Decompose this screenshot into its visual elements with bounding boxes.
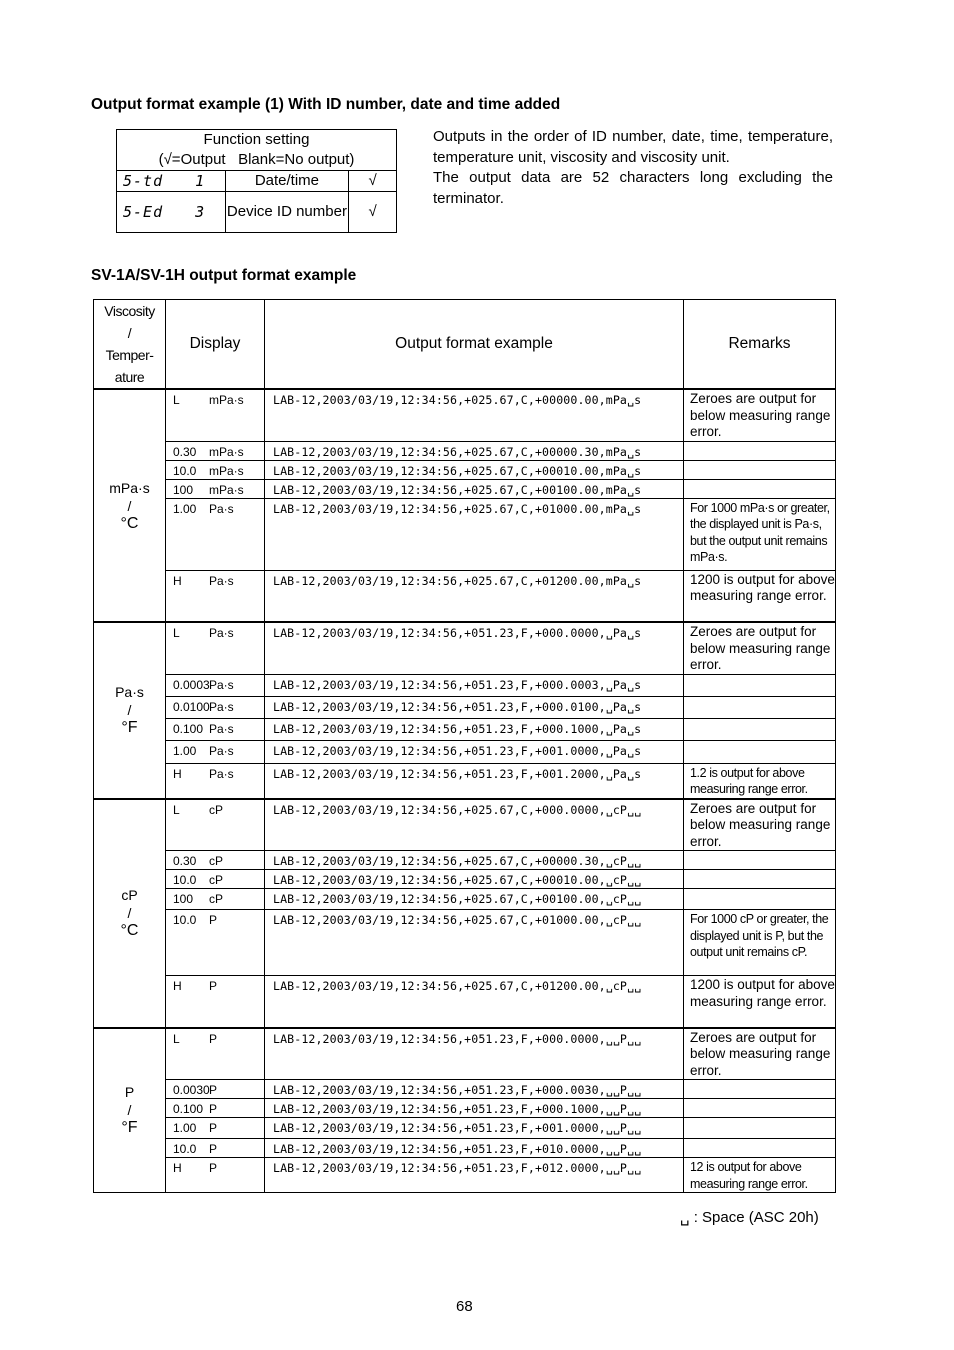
table-row	[94, 889, 836, 910]
remark-cell: Zeroes are output for below measuring range error.	[684, 1028, 836, 1080]
display-cell	[166, 799, 265, 851]
display-cell	[166, 870, 265, 889]
table-row	[94, 1139, 836, 1158]
display-value: H	[173, 979, 182, 993]
display-value: 0.0100	[173, 699, 210, 714]
table-row	[94, 674, 836, 696]
table-row	[94, 851, 836, 870]
check-mark: √	[349, 171, 397, 192]
output-string: LAB-12,2003/03/19,12:34:56,+051.23,F,+000.0000,␣Pa␣s	[265, 622, 684, 674]
display-unit: Pa·s	[209, 743, 234, 758]
remark-cell	[684, 851, 836, 870]
remark-cell	[684, 1080, 836, 1099]
unit-group-cell	[94, 389, 166, 622]
lcd-value: 1	[195, 172, 206, 190]
table-row	[94, 1099, 836, 1118]
remark-cell: 1200 is output for above measuring range error.	[684, 570, 836, 622]
lcd-value: 3	[195, 203, 206, 221]
header-unit-line: Temper-	[105, 347, 154, 363]
display-unit: Pa·s	[209, 677, 234, 692]
display-cell	[166, 696, 265, 718]
table-row	[94, 976, 836, 1028]
output-string: LAB-12,2003/03/19,12:34:56,+025.67,C,+00010.00,␣cP␣␣	[265, 870, 684, 889]
output-string: LAB-12,2003/03/19,12:34:56,+051.23,F,+000.0003,␣Pa␣s	[265, 674, 684, 696]
unit-temperature: °F	[121, 719, 138, 737]
table-row	[94, 763, 836, 799]
display-cell	[166, 622, 265, 674]
table-row	[94, 718, 836, 740]
display-value: L	[173, 1031, 180, 1046]
unit-viscosity: Pa·s	[115, 684, 144, 701]
unit-separator: /	[127, 497, 132, 514]
display-value: 10.0	[173, 873, 197, 887]
display-cell	[166, 498, 265, 570]
remark-cell	[684, 696, 836, 718]
header-unit-line: ature	[114, 369, 145, 385]
display-unit: cP	[209, 892, 224, 906]
display-cell	[166, 851, 265, 870]
display-unit: mPa·s	[209, 463, 244, 478]
table-row	[94, 460, 836, 479]
display-unit: Pa·s	[209, 766, 234, 781]
display-value: L	[173, 626, 180, 640]
output-string: LAB-12,2003/03/19,12:34:56,+051.23,F,+000.0030,␣␣P␣␣	[265, 1080, 684, 1099]
table-row	[94, 1080, 836, 1099]
table-row	[94, 570, 836, 622]
unit-viscosity: cP	[121, 887, 138, 903]
display-cell	[166, 1080, 265, 1099]
display-unit: mPa·s	[209, 444, 244, 459]
display-cell	[166, 460, 265, 479]
output-string: LAB-12,2003/03/19,12:34:56,+051.23,F,+012.0000,␣␣P␣␣	[265, 1158, 684, 1193]
remark-cell: For 1000 mPa·s or greater, the displayed unit is Pa·s, but the output unit remains mPa·s.	[684, 498, 836, 570]
display-unit: P	[209, 1121, 218, 1135]
output-string: LAB-12,2003/03/19,12:34:56,+051.23,F,+000.1000,␣Pa␣s	[265, 718, 684, 740]
display-value: 10.0	[173, 913, 197, 927]
function-setting-header	[117, 130, 397, 171]
output-string: LAB-12,2003/03/19,12:34:56,+051.23,F,+001.0000,␣Pa␣s	[265, 740, 684, 763]
remark-cell: 1.2 is output for above measuring range error.	[684, 763, 836, 799]
unit-group-cell	[94, 1028, 166, 1193]
display-cell	[166, 718, 265, 740]
display-value: L	[173, 393, 180, 407]
page-number: 68	[456, 1298, 473, 1315]
display-value: 1.00	[173, 501, 197, 516]
lcd-code-cell	[117, 192, 226, 233]
unit-group-cell	[94, 799, 166, 1028]
remark-cell	[684, 1118, 836, 1139]
output-string: LAB-12,2003/03/19,12:34:56,+025.67,C,+01000.00,␣cP␣␣	[265, 910, 684, 976]
output-string: LAB-12,2003/03/19,12:34:56,+051.23,F,+000.1000,␣␣P␣␣	[265, 1099, 684, 1118]
display-value: H	[173, 766, 182, 781]
intro-paragraph: The output data are 52 characters long excluding the terminator.	[433, 169, 833, 207]
remark-cell: Zeroes are output for below measuring range error.	[684, 799, 836, 851]
output-string: LAB-12,2003/03/19,12:34:56,+025.67,C,+01000.00,mPa␣s	[265, 498, 684, 570]
display-value: H	[173, 573, 182, 588]
display-cell	[166, 674, 265, 696]
table-row	[94, 1028, 836, 1080]
display-cell	[166, 570, 265, 622]
display-unit: Pa·s	[209, 699, 234, 714]
unit-temperature: °F	[121, 1119, 138, 1137]
table-row	[94, 389, 836, 441]
display-value: 0.0003	[173, 677, 210, 692]
table-row	[94, 1158, 836, 1193]
lcd-code: 5-Ed	[123, 203, 164, 221]
intro-text	[433, 127, 833, 209]
display-value: 0.30	[173, 444, 197, 459]
display-cell	[166, 889, 265, 910]
lcd-code-cell	[117, 171, 226, 192]
display-value: 10.0	[173, 463, 197, 478]
display-cell	[166, 1099, 265, 1118]
output-string: LAB-12,2003/03/19,12:34:56,+051.23,F,+001.2000,␣Pa␣s	[265, 763, 684, 799]
display-value: 100	[173, 892, 194, 906]
display-unit: Pa·s	[209, 501, 234, 516]
table-row	[94, 696, 836, 718]
output-string: LAB-12,2003/03/19,12:34:56,+025.67,C,+01200.00,␣cP␣␣	[265, 976, 684, 1028]
table-row	[94, 799, 836, 851]
table-header-row	[94, 300, 836, 390]
output-string: LAB-12,2003/03/19,12:34:56,+025.67,C,+00000.30,mPa␣s	[265, 441, 684, 460]
check-mark: √	[349, 192, 397, 233]
display-cell	[166, 976, 265, 1028]
output-format-table	[93, 299, 836, 1193]
table-row	[94, 740, 836, 763]
output-string: LAB-12,2003/03/19,12:34:56,+025.67,C,+00100.00,mPa␣s	[265, 479, 684, 498]
header-remarks: Remarks	[684, 300, 836, 390]
output-string: LAB-12,2003/03/19,12:34:56,+025.67,C,+00010.00,mPa␣s	[265, 460, 684, 479]
table-row	[94, 479, 836, 498]
output-string: LAB-12,2003/03/19,12:34:56,+025.67,C,+01200.00,mPa␣s	[265, 570, 684, 622]
remark-cell	[684, 441, 836, 460]
unit-group-cell	[94, 622, 166, 799]
display-value: 100	[173, 482, 194, 497]
header-unit-line: Viscosity	[104, 303, 155, 319]
output-string: LAB-12,2003/03/19,12:34:56,+051.23,F,+000.0100,␣Pa␣s	[265, 696, 684, 718]
output-string: LAB-12,2003/03/19,12:34:56,+025.67,C,+00000.30,␣cP␣␣	[265, 851, 684, 870]
table-row	[94, 870, 836, 889]
display-unit: P	[209, 1142, 218, 1156]
remark-cell	[684, 479, 836, 498]
display-cell	[166, 389, 265, 441]
display-cell	[166, 479, 265, 498]
display-value: 0.0030	[173, 1083, 210, 1097]
display-unit: P	[209, 1031, 218, 1046]
display-unit: mPa·s	[209, 393, 244, 407]
function-setting-title: Function setting	[203, 131, 310, 148]
table-row	[94, 441, 836, 460]
remark-cell	[684, 674, 836, 696]
display-unit: cP	[209, 854, 224, 868]
display-cell	[166, 1118, 265, 1139]
function-setting-table	[116, 129, 397, 233]
table-row	[94, 622, 836, 674]
remark-cell	[684, 1099, 836, 1118]
display-unit: Pa·s	[209, 626, 234, 640]
display-unit: mPa·s	[209, 482, 244, 497]
display-cell	[166, 1028, 265, 1080]
remark-cell	[684, 889, 836, 910]
space-legend: ␣ : Space (ASC 20h)	[680, 1209, 819, 1226]
setting-label: Date/time	[225, 171, 349, 192]
display-cell	[166, 763, 265, 799]
display-unit: P	[209, 913, 218, 927]
output-string: LAB-12,2003/03/19,12:34:56,+025.67,C,+000.0000,␣cP␣␣	[265, 799, 684, 851]
output-string: LAB-12,2003/03/19,12:34:56,+025.67,C,+00000.00,mPa␣s	[265, 389, 684, 441]
remark-cell	[684, 870, 836, 889]
remark-cell	[684, 1139, 836, 1158]
display-value: 1.00	[173, 1121, 197, 1135]
display-unit: Pa·s	[209, 721, 234, 736]
header-display: Display	[166, 300, 265, 390]
remark-cell: Zeroes are output for below measuring range error.	[684, 389, 836, 441]
remark-cell: For 1000 cP or greater, the displayed unit is P, but the output unit remains cP.	[684, 910, 836, 976]
remark-cell: Zeroes are output for below measuring range error.	[684, 622, 836, 674]
unit-viscosity: mPa·s	[109, 479, 150, 496]
table-row	[94, 1118, 836, 1139]
display-value: H	[173, 1161, 182, 1175]
display-cell	[166, 910, 265, 976]
display-unit: P	[209, 1161, 218, 1175]
header-unit-line: /	[127, 325, 132, 341]
unit-temperature: °C	[120, 922, 139, 939]
display-cell	[166, 1139, 265, 1158]
unit-separator: /	[127, 905, 132, 921]
remark-cell	[684, 740, 836, 763]
section-heading-output-format: Output format example (1) With ID number, date and time added	[91, 96, 561, 113]
display-cell	[166, 740, 265, 763]
display-value: 0.100	[173, 1102, 204, 1116]
remark-cell: 1200 is output for above measuring range error.	[684, 976, 836, 1028]
display-value: L	[173, 802, 180, 817]
display-cell	[166, 441, 265, 460]
display-unit: P	[209, 979, 218, 993]
output-string: LAB-12,2003/03/19,12:34:56,+051.23,F,+010.0000,␣␣P␣␣	[265, 1139, 684, 1158]
output-string: LAB-12,2003/03/19,12:34:56,+025.67,C,+00100.00,␣cP␣␣	[265, 889, 684, 910]
header-output: Output format example	[265, 300, 684, 390]
output-string: LAB-12,2003/03/19,12:34:56,+051.23,F,+000.0000,␣␣P␣␣	[265, 1028, 684, 1080]
section-heading-example: SV-1A/SV-1H output format example	[91, 267, 357, 284]
display-unit: P	[209, 1083, 218, 1097]
setting-label: Device ID number	[225, 192, 349, 233]
display-unit: Pa·s	[209, 573, 234, 588]
intro-paragraph: Outputs in the order of ID number, date, time, temperature, temperature unit, viscosity and viscosity unit.	[433, 128, 833, 166]
function-setting-legend: (√=Output Blank=No output)	[158, 151, 355, 168]
display-cell	[166, 1158, 265, 1193]
display-unit: P	[209, 1102, 218, 1116]
display-value: 1.00	[173, 743, 197, 758]
lcd-code: 5-td	[123, 172, 164, 190]
display-value: 0.100	[173, 721, 204, 736]
table-row	[94, 498, 836, 570]
unit-separator: /	[127, 702, 132, 719]
display-unit: cP	[209, 802, 224, 817]
remark-cell	[684, 718, 836, 740]
remark-cell: 12 is output for above measuring range error.	[684, 1158, 836, 1193]
unit-separator: /	[127, 1102, 132, 1119]
output-string: LAB-12,2003/03/19,12:34:56,+051.23,F,+001.0000,␣␣P␣␣	[265, 1118, 684, 1139]
unit-viscosity: P	[124, 1084, 135, 1101]
display-value: 0.30	[173, 854, 197, 868]
table-row	[94, 910, 836, 976]
remark-cell	[684, 460, 836, 479]
header-unit	[94, 300, 166, 390]
display-unit: cP	[209, 873, 224, 887]
unit-temperature: °C	[120, 514, 139, 532]
display-value: 10.0	[173, 1142, 197, 1156]
